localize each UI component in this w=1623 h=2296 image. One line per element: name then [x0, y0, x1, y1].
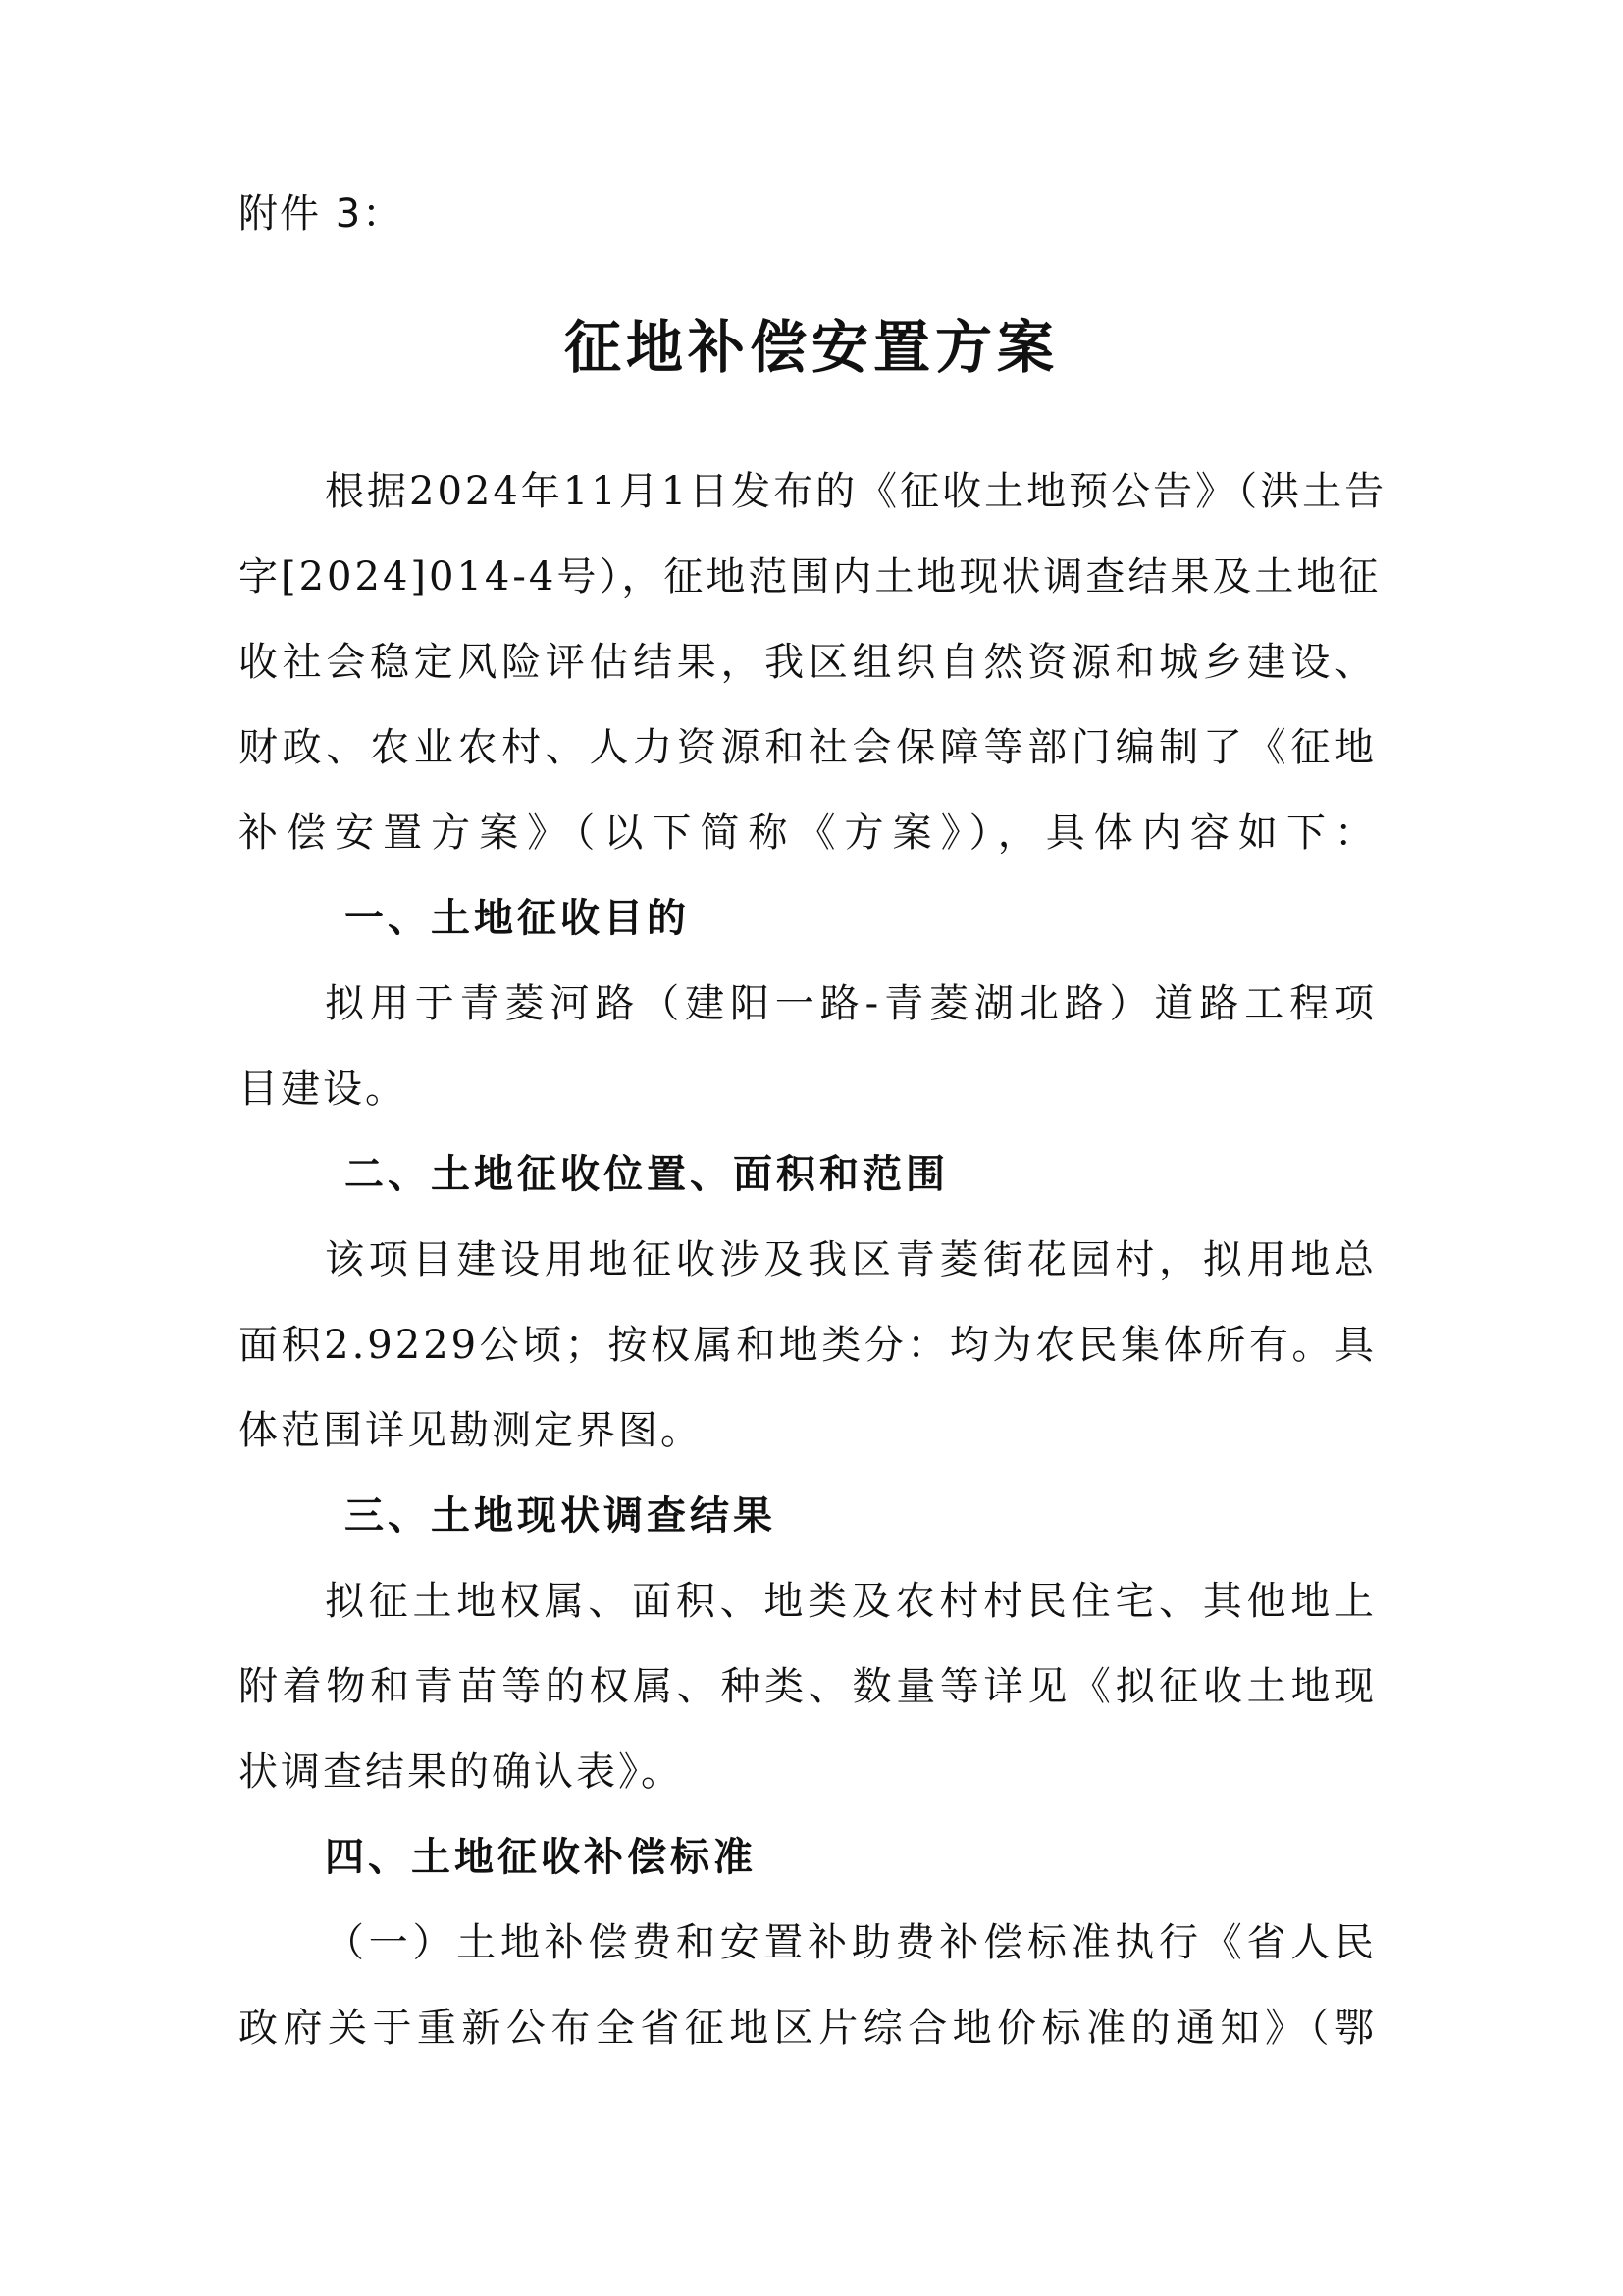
paragraph-line: 状调查结果的确认表》。 [238, 1749, 683, 1795]
paragraph-line: 面积2.9229公顷；按权属和地类分：均为农民集体所有。具 [238, 1323, 1377, 1368]
paragraph-line: 根据2024年11月1日发布的《征收土地预公告》（洪土告 [325, 469, 1387, 514]
section-heading-location: 二、土地征收位置、面积和范围 [344, 1152, 949, 1197]
paragraph-line: 拟征土地权属、面积、地类及农村村民住宅、其他地上 [325, 1579, 1377, 1624]
attachment-label: 附件 3： [238, 191, 404, 236]
paragraph-line: 政府关于重新公布全省征地区片综合地价标准的通知》（鄂 [238, 2006, 1377, 2051]
paragraph-line: 收社会稳定风险评估结果，我区组织自然资源和城乡建设、 [238, 640, 1377, 685]
section-heading-standard: 四、土地征收补偿标准 [325, 1835, 757, 1880]
section-heading-survey: 三、土地现状调查结果 [344, 1493, 776, 1539]
paragraph-line: 财政、农业农村、人力资源和社会保障等部门编制了《征地 [238, 725, 1377, 770]
paragraph-line: （一）土地补偿费和安置补助费补偿标准执行《省人民 [325, 1920, 1377, 1965]
paragraph-line: 附着物和青苗等的权属、种类、数量等详见《拟征收土地现 [238, 1664, 1377, 1709]
paragraph-line: 目建设。 [238, 1067, 407, 1112]
paragraph-line: 补偿安置方案》（以下简称《方案》），具体内容如下： [238, 810, 1377, 856]
paragraph-line: 字[2024]014-4号），征地范围内土地现状调查结果及土地征 [238, 554, 1382, 600]
paragraph-line: 体范围详见勘测定界图。 [238, 1408, 703, 1453]
paragraph-line: 拟用于青菱河路（建阳一路-青菱湖北路）道路工程项 [325, 981, 1377, 1026]
document-body [238, 449, 1387, 2071]
section-heading-purpose: 一、土地征收目的 [344, 896, 690, 941]
document-title: 征地补偿安置方案 [563, 314, 1059, 381]
paragraph-line: 该项目建设用地征收涉及我区青菱街花园村，拟用地总 [325, 1237, 1377, 1282]
